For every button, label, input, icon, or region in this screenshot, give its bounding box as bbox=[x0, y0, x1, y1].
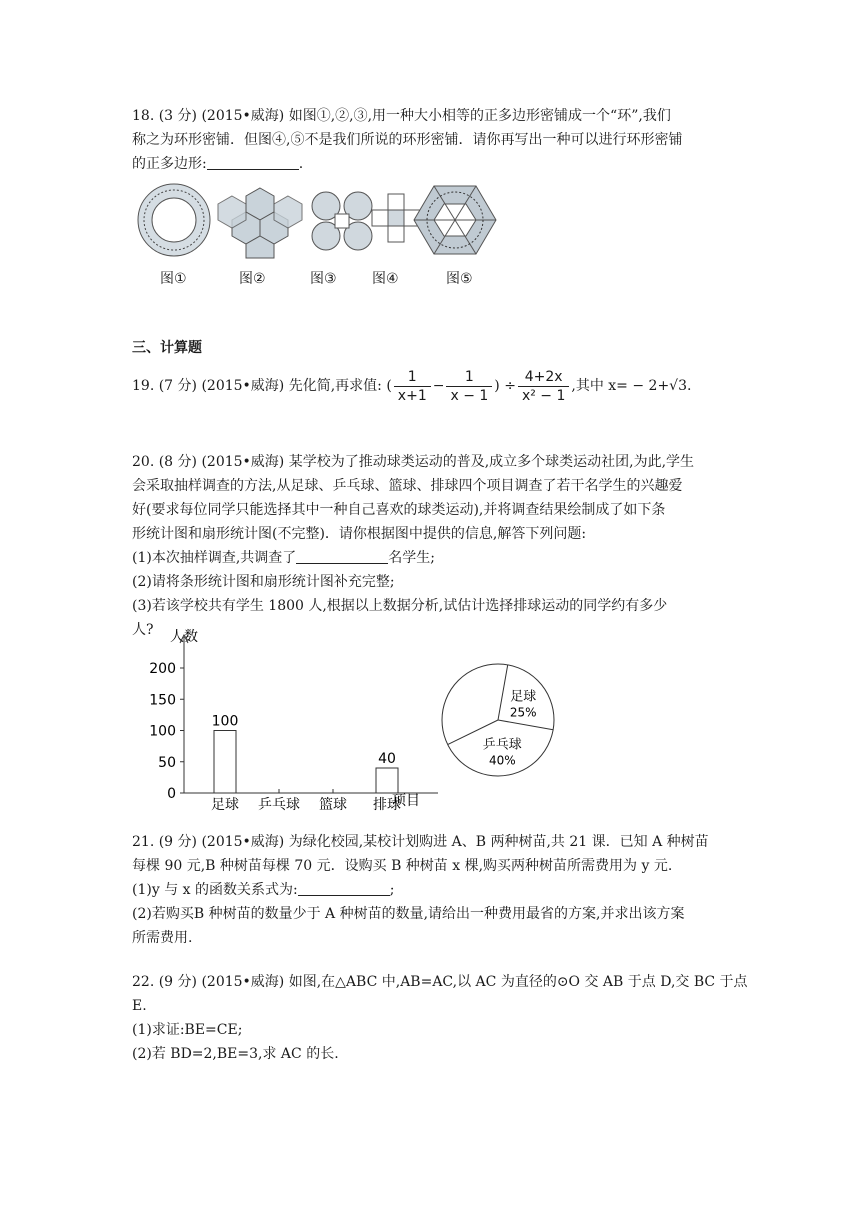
y-tick-label: 200 bbox=[149, 661, 176, 677]
q20-part3-line1: (3)若该学校共有学生 1800 人,根据以上数据分析,试估计选择排球运动的同学约有多少 bbox=[132, 598, 668, 614]
category-label: 篮球 bbox=[319, 797, 347, 813]
pie-slice-value: 40% bbox=[488, 753, 516, 768]
figure-2-hexagon-ring bbox=[218, 188, 302, 258]
figure-3-octagon-square bbox=[312, 192, 372, 250]
q21-part2-line2: 所需费用. bbox=[132, 930, 193, 946]
answer-blank bbox=[207, 155, 299, 170]
q18-line2: 称之为环形密铺．但图④,⑤不是我们所说的环形密铺．请你再写出一种可以进行环形密铺 bbox=[132, 132, 683, 148]
pie-slice-label: 乒乓球 bbox=[482, 737, 522, 753]
bar-value-label: 40 bbox=[378, 751, 396, 767]
pie-slice-value: 25% bbox=[509, 705, 537, 720]
bar bbox=[376, 768, 398, 793]
q21-part2-line1: (2)若购买B 种树苗的数量少于 A 种树苗的数量,请给出一种费用最省的方案,并求出该方案 bbox=[132, 906, 685, 922]
q21-line2: 每棵 90 元,B 种树苗每棵 70 元．设购买 B 种树苗 x 棵,购买两种树苗所需费用为 y 元. bbox=[132, 858, 673, 874]
q20-line1: 20. (8 分) (2015•威海) 某学校为了推动球类运动的普及,成立多个球类运动社团,为此,学生 bbox=[132, 454, 695, 470]
category-label: 排球 bbox=[373, 797, 401, 813]
figure-4-square-cross bbox=[372, 194, 420, 242]
q20-line2: 会采取抽样调查的方法,从足球、乒乓球、篮球、排球四个项目调查了若干名学生的兴趣爱 bbox=[132, 478, 683, 494]
q18-line3: 的正多边形: . bbox=[132, 156, 304, 172]
y-axis-label: 人数 bbox=[170, 629, 198, 645]
q20-part2: (2)请将条形统计图和扇形统计图补充完整; bbox=[132, 574, 395, 590]
q22-line1: 22. (9 分) (2015•威海) 如图,在△ABC 中,AB=AC,以 AC 为直径的⊙O 交 AB 于点 D,交 BC 于点 bbox=[132, 974, 748, 990]
fraction-2: $\frac{1}{x - 1}$ bbox=[446, 368, 492, 405]
pie-chart bbox=[438, 660, 558, 780]
category-label: 足球 bbox=[211, 797, 239, 813]
y-tick-label: 150 bbox=[149, 692, 176, 709]
q20-line3: 好(要求每位同学只能选择其中一种自己喜欢的球类运动),并将调查结果绘制成了如下条 bbox=[132, 502, 666, 518]
answer-blank bbox=[296, 549, 388, 564]
q22-part2: (2)若 BD=2,BE=3,求 AC 的长. bbox=[132, 1046, 339, 1062]
y-tick-label: 50 bbox=[158, 754, 176, 771]
x-axis-label: 项目 bbox=[392, 793, 420, 809]
caption-figure-2: 图② bbox=[239, 271, 266, 287]
bar-value-label: 100 bbox=[211, 713, 239, 730]
q19-line: 19. (7 分) (2015•威海) 先化简,再求值: ( $\frac{1}{x+1}$ − $\frac{1}{x - 1}$ ) ÷ $\frac{4+2x}{\text{x² − 1}}$ ,其中 x= − 2+√3. bbox=[132, 368, 692, 404]
fraction-1: $\frac{1}{x+1}$ bbox=[394, 368, 431, 405]
q22-part1: (1)求证:BE=CE; bbox=[132, 1022, 243, 1038]
q22-line2: E. bbox=[132, 998, 147, 1014]
answer-blank bbox=[298, 881, 390, 896]
figure-1-octagon-ring bbox=[138, 184, 210, 256]
q20-part1: (1)本次抽样调查,共调查了 名学生; bbox=[132, 550, 435, 566]
q20-part3-line2: 人? bbox=[132, 622, 154, 638]
caption-figure-5: 图⑤ bbox=[446, 271, 473, 287]
caption-figure-4: 图④ bbox=[372, 271, 399, 287]
q21-line1: 21. (9 分) (2015•威海) 为绿化校园,某校计划购进 A、B 两种树苗,共 21 课．已知 A 种树苗 bbox=[132, 834, 709, 850]
y-tick-label: 100 bbox=[149, 723, 176, 740]
y-tick-label: 0 bbox=[167, 786, 176, 802]
q20-line4: 形统计图和扇形统计图(不完整)．请你根据图中提供的信息,解答下列问题: bbox=[132, 526, 587, 542]
fraction-3: $\frac{4+2x}{\text{x² − 1}}$ bbox=[518, 368, 569, 405]
section-title: 三、计算题 bbox=[132, 340, 202, 356]
caption-figure-1: 图① bbox=[160, 271, 187, 287]
caption-figure-3: 图③ bbox=[310, 271, 337, 287]
bar-chart bbox=[128, 625, 438, 815]
category-label: 乒乓球 bbox=[258, 797, 300, 813]
bar bbox=[214, 731, 236, 794]
q21-part1: (1)y 与 x 的函数关系式为: ; bbox=[132, 882, 395, 898]
q18-line1: 18. (3 分) (2015•威海) 如图①,②,③,用一种大小相等的正多边形密铺成一个“环”,我们 bbox=[132, 108, 671, 124]
tiling-figures bbox=[128, 180, 498, 260]
figure-5-triangle-hexagon bbox=[414, 186, 496, 254]
pie-slice-label: 足球 bbox=[510, 689, 537, 705]
